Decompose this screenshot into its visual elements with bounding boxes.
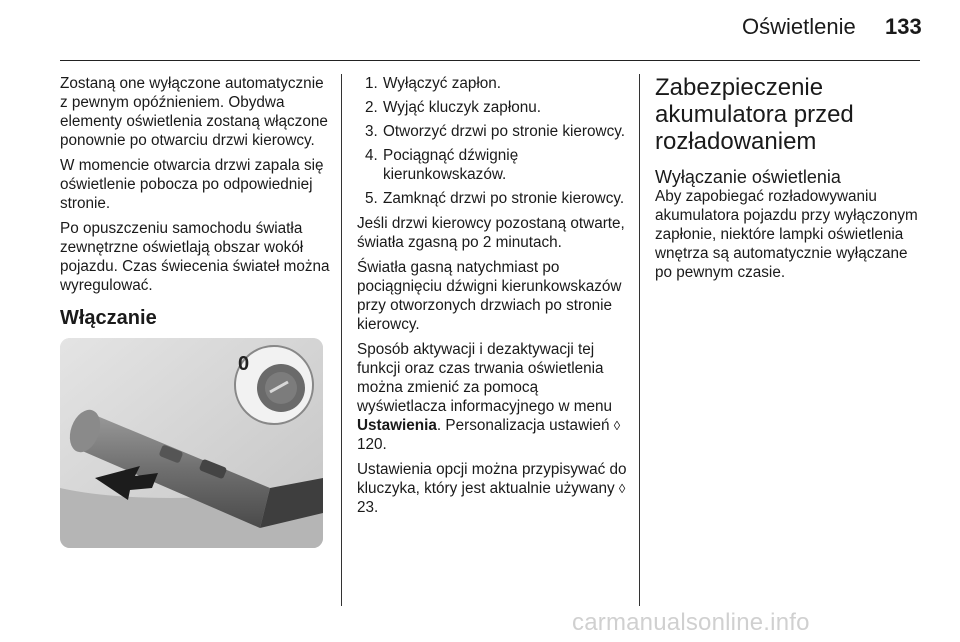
column-divider-1 bbox=[341, 74, 342, 606]
page-number: 133 bbox=[885, 14, 922, 39]
subsection-title: Wyłączanie oświetlenia bbox=[655, 167, 841, 187]
watermark: carmanualsonline.info bbox=[572, 609, 810, 636]
paragraph: Jeśli drzwi kierowcy pozostaną otwarte, światła zgasną po 2 minutach. bbox=[357, 215, 625, 251]
page-reference: 120. bbox=[357, 436, 387, 453]
menu-name-ustawienia: Ustawienia bbox=[357, 417, 437, 434]
page-reference: 23. bbox=[357, 499, 379, 516]
paragraph: Zostaną one wyłączone automatycznie z pewnym opóźnieniem. Obydwa elementy oświetlenia zostaną włączone ponownie po otwarciu drzwi kierowcy. bbox=[60, 75, 328, 149]
reference-icon: ◊ bbox=[613, 418, 621, 433]
column-divider-2 bbox=[639, 74, 640, 606]
reference-icon: ◊ bbox=[618, 481, 626, 496]
turn-signal-lever-figure bbox=[60, 338, 323, 548]
paragraph: Po opuszczeniu samochodu światła zewnętrzne oświetlają obszar wokół pojazdu. Czas świecenia świateł można wyregulować. bbox=[60, 220, 330, 294]
column-3 bbox=[655, 74, 920, 288]
column-2 bbox=[357, 74, 627, 523]
paragraph: W momencie otwarcia drzwi zapala się oświetlenie pobocza po odpowiedniej stronie. bbox=[60, 157, 324, 212]
header-rule bbox=[60, 60, 920, 61]
steps-list bbox=[357, 74, 627, 208]
column-1 bbox=[60, 74, 335, 548]
subheading-wlaczanie: Włączanie bbox=[60, 307, 157, 329]
paragraph: Aby zapobiegać rozładowywaniu akumulatora pojazdu przy wyłączonym zapłonie, niektóre lampki oświetlenia wnętrza są automatycznie wyłączane po pewnym czasie. bbox=[655, 188, 918, 281]
list-item: 5. Zamknąć drzwi po stronie kierowcy. bbox=[365, 190, 625, 207]
paragraph: Ustawienia opcji można przypisywać do kluczyka, który jest aktualnie używany ◊ 23. bbox=[357, 461, 627, 516]
list-item: 1. Wyłączyć zapłon. bbox=[365, 75, 502, 92]
list-item: 2. Wyjąć kluczyk zapłonu. bbox=[365, 99, 541, 116]
list-item: 4. Pociągnąć dźwignię kierunkowskazów. bbox=[365, 147, 519, 183]
list-item: 3. Otworzyć drzwi po stronie kierowcy. bbox=[365, 123, 625, 140]
figure-label: 0 bbox=[238, 353, 250, 375]
paragraph: Sposób aktywacji i dezaktywacji tej funkcji oraz czas trwania oświetlenia można zmienić za pomocą wyświetlacza informacyjnego w menu Ustawienia. Personalizacja ustawień ◊ 120. bbox=[357, 341, 621, 453]
lever-illustration bbox=[60, 338, 323, 548]
page-header-title: Oświetlenie bbox=[742, 14, 856, 39]
paragraph: Światła gasną natychmiast po pociągnięciu dźwigni kierunkowskazów przy otworzonych drzwiach po stronie kierowcy. bbox=[357, 259, 622, 333]
section-title: Zabezpieczenie akumulatora przed rozładowaniem bbox=[655, 74, 854, 155]
